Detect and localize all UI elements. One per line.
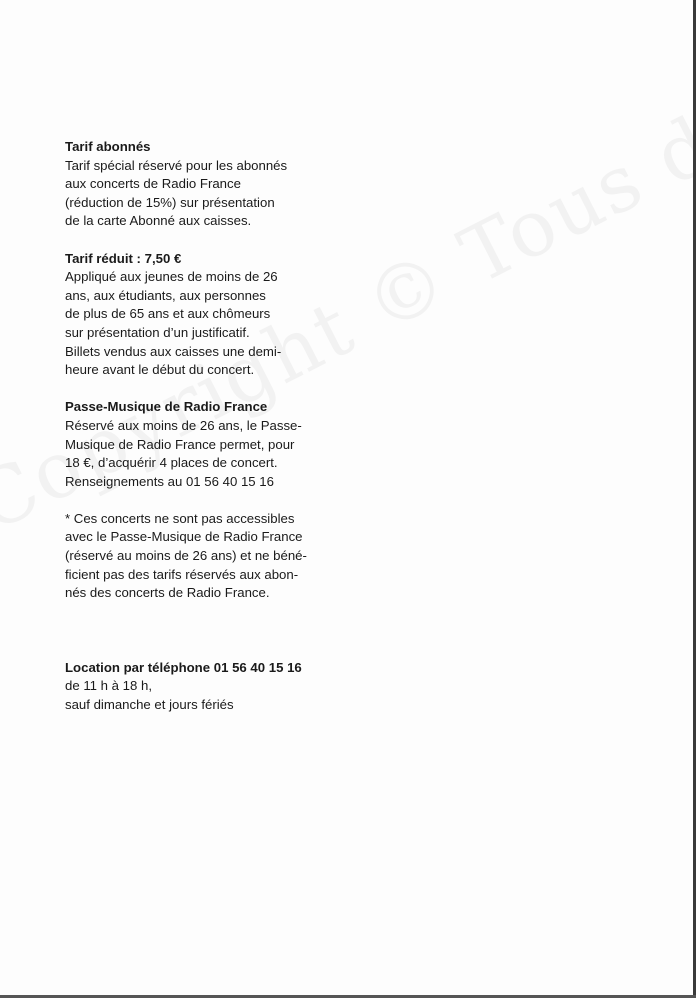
text-line: Réservé aux moins de 26 ans, le Passe- <box>65 417 302 433</box>
text-line: sur présentation d’un justificatif. <box>65 324 250 340</box>
section-location <box>65 659 355 715</box>
text-line: Tarif spécial réservé pour les abonnés <box>65 157 288 173</box>
text-line: de 11 h à 18 h, <box>65 678 153 694</box>
text-line: (réservé au moins de 26 ans) et ne béné- <box>65 548 307 564</box>
section-title: Passe-Musique de Radio France <box>65 399 268 415</box>
section-tarif-reduit <box>65 250 355 380</box>
text-line: aux concerts de Radio France <box>65 176 241 192</box>
pricing-info <box>65 138 355 715</box>
section-passe-musique <box>65 398 355 491</box>
text-line: de plus de 65 ans et aux chômeurs <box>65 306 271 322</box>
section-title: Location par téléphone 01 56 40 15 16 <box>65 659 302 675</box>
section-title: Tarif réduit : 7,50 € <box>65 250 182 266</box>
text-line: * Ces concerts ne sont pas accessibles <box>65 510 295 526</box>
text-line: Renseignements au 01 56 40 15 16 <box>65 473 274 489</box>
text-line: de la carte Abonné aux caisses. <box>65 213 252 229</box>
text-line: Musique de Radio France permet, pour <box>65 436 295 452</box>
text-line: 18 €, d’acquérir 4 places de concert. <box>65 455 278 471</box>
text-line: ficient pas des tarifs réservés aux abon- <box>65 566 299 582</box>
text-line: heure avant le début du concert. <box>65 362 255 378</box>
section-title: Tarif abonnés <box>65 139 151 154</box>
text-line: (réduction de 15%) sur présentation <box>65 194 275 210</box>
text-line: nés des concerts de Radio France. <box>65 585 270 601</box>
text-line: sauf dimanche et jours fériés <box>65 697 234 713</box>
text-line: Appliqué aux jeunes de moins de 26 <box>65 269 278 285</box>
section-tarif-abonnes <box>65 138 355 231</box>
text-line: avec le Passe-Musique de Radio France <box>65 529 303 545</box>
text-line: Billets vendus aux caisses une demi- <box>65 343 282 359</box>
section-footnote <box>65 510 355 603</box>
text-line: ans, aux étudiants, aux personnes <box>65 287 266 303</box>
